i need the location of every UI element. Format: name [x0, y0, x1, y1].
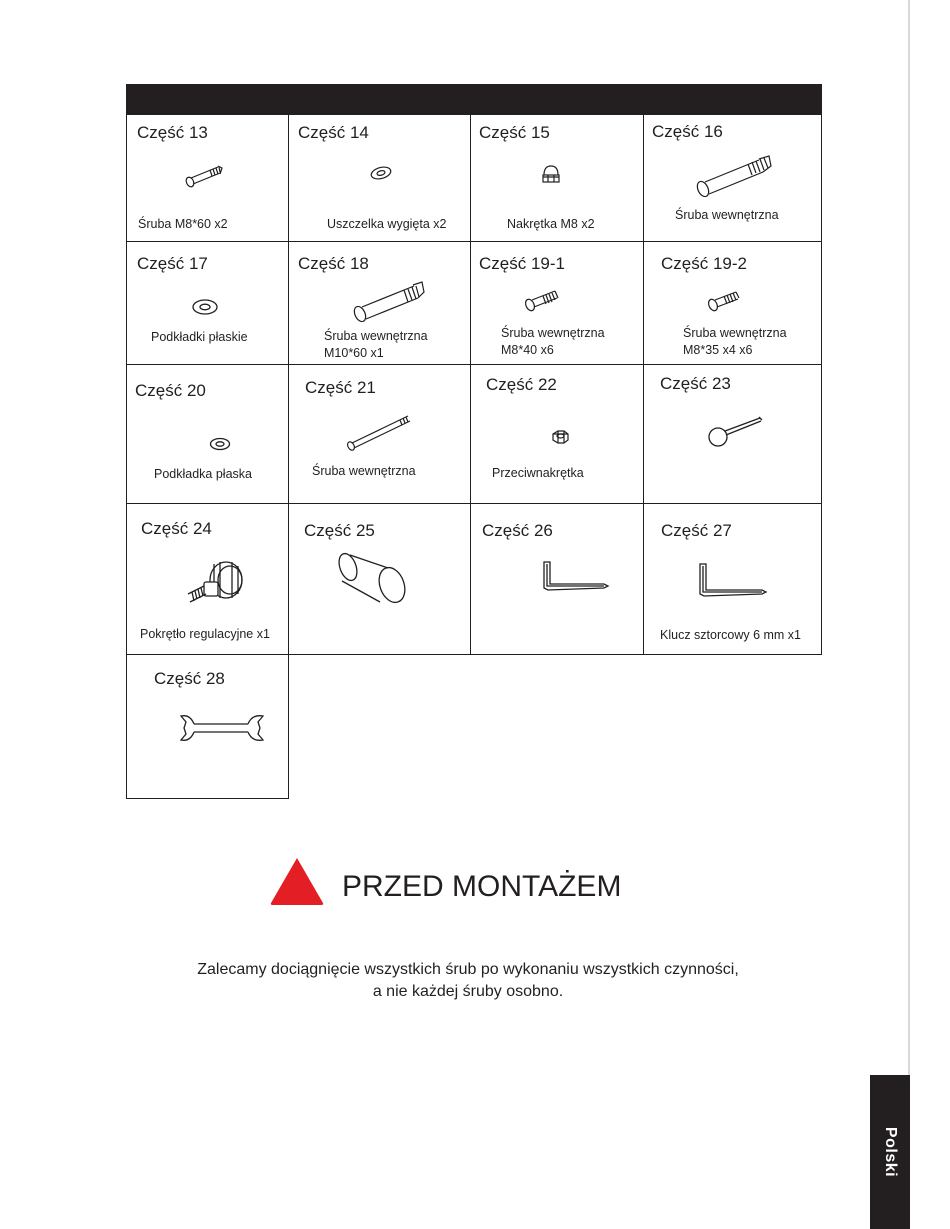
part-27-title: Część 27	[661, 521, 732, 540]
part-26-title: Część 26	[482, 521, 553, 540]
sleeve-tube-icon	[336, 547, 414, 607]
part-27-caption: Klucz sztorcowy 6 mm x1	[660, 628, 802, 642]
warning-title: PRZED MONTAŻEM	[342, 870, 622, 903]
page-edge-line	[908, 0, 910, 1229]
part-16-caption: Śruba wewnętrzna	[675, 208, 779, 222]
part-18-caption-size: M10*60 x1	[324, 346, 384, 360]
wrench-icon	[172, 710, 272, 746]
part-19-1-title: Część 19-1	[479, 254, 565, 273]
part-19-2-caption-size: M8*35 x4 x6	[683, 343, 753, 357]
part-25-title: Część 25	[304, 521, 375, 540]
flat-washers-icon	[190, 297, 220, 317]
part-24-caption: Pokrętło regulacyjne x1	[140, 627, 270, 641]
part-17-caption: Podkładki płaskie	[151, 330, 248, 344]
bolt-m8-40-icon	[523, 286, 563, 314]
part-14-caption: Uszczelka wygięta x2	[327, 217, 447, 231]
part-20-title: Część 20	[135, 381, 206, 400]
part-13-caption: Śruba M8*60 x2	[138, 217, 228, 231]
language-tab	[870, 1075, 910, 1229]
flat-washer-icon	[208, 436, 232, 452]
bolt-m8-35-icon	[706, 286, 744, 314]
lock-nut-icon	[548, 428, 572, 446]
part-17-title: Część 17	[137, 254, 208, 273]
part-19-1-caption: Śruba wewnętrzna	[501, 326, 605, 340]
curved-washer-icon	[368, 164, 394, 182]
part-18-caption: Śruba wewnętrzna	[324, 329, 428, 343]
bolt-m10-icon	[350, 278, 430, 326]
allen-key-6mm-icon	[696, 562, 770, 602]
long-thin-bolt-icon	[344, 412, 416, 454]
part-21-caption: Śruba wewnętrzna	[312, 464, 416, 478]
allen-key-icon	[540, 560, 612, 596]
part-18-title: Część 18	[298, 254, 369, 273]
warning-triangle-icon	[268, 855, 326, 907]
cap-nut-icon	[539, 162, 563, 186]
part-16-title: Część 16	[652, 122, 723, 141]
part-15-title: Część 15	[479, 123, 550, 142]
part-14-title: Część 14	[298, 123, 369, 142]
part-28-title: Część 28	[154, 669, 225, 688]
parts-table-header	[126, 84, 822, 114]
part-19-2-title: Część 19-2	[661, 254, 747, 273]
warning-text-line1: Zalecamy dociągnięcie wszystkich śrub po wykonaniu wszystkich czynności,	[197, 961, 739, 978]
warning-text-line2: a nie każdej śruby osobno.	[372, 983, 564, 1000]
part-24-title: Część 24	[141, 519, 212, 538]
adjustment-knob-icon	[184, 558, 248, 612]
part-15-caption: Nakrętka M8 x2	[507, 217, 595, 231]
bolt-icon	[182, 162, 228, 190]
language-tab-label: Polski	[882, 1126, 899, 1178]
part-20-caption: Podkładka płaska	[154, 467, 252, 481]
part-21-title: Część 21	[305, 378, 376, 397]
part-22-caption: Przeciwnakrętka	[492, 466, 584, 480]
ring-pin-icon	[705, 412, 765, 452]
part-22-title: Część 22	[486, 375, 557, 394]
part-19-1-caption-size: M8*40 x6	[501, 343, 554, 357]
part-13-title: Część 13	[137, 123, 208, 142]
part-23-title: Część 23	[660, 374, 731, 393]
long-bolt-icon	[693, 152, 775, 200]
part-19-2-caption: Śruba wewnętrzna	[683, 326, 787, 340]
